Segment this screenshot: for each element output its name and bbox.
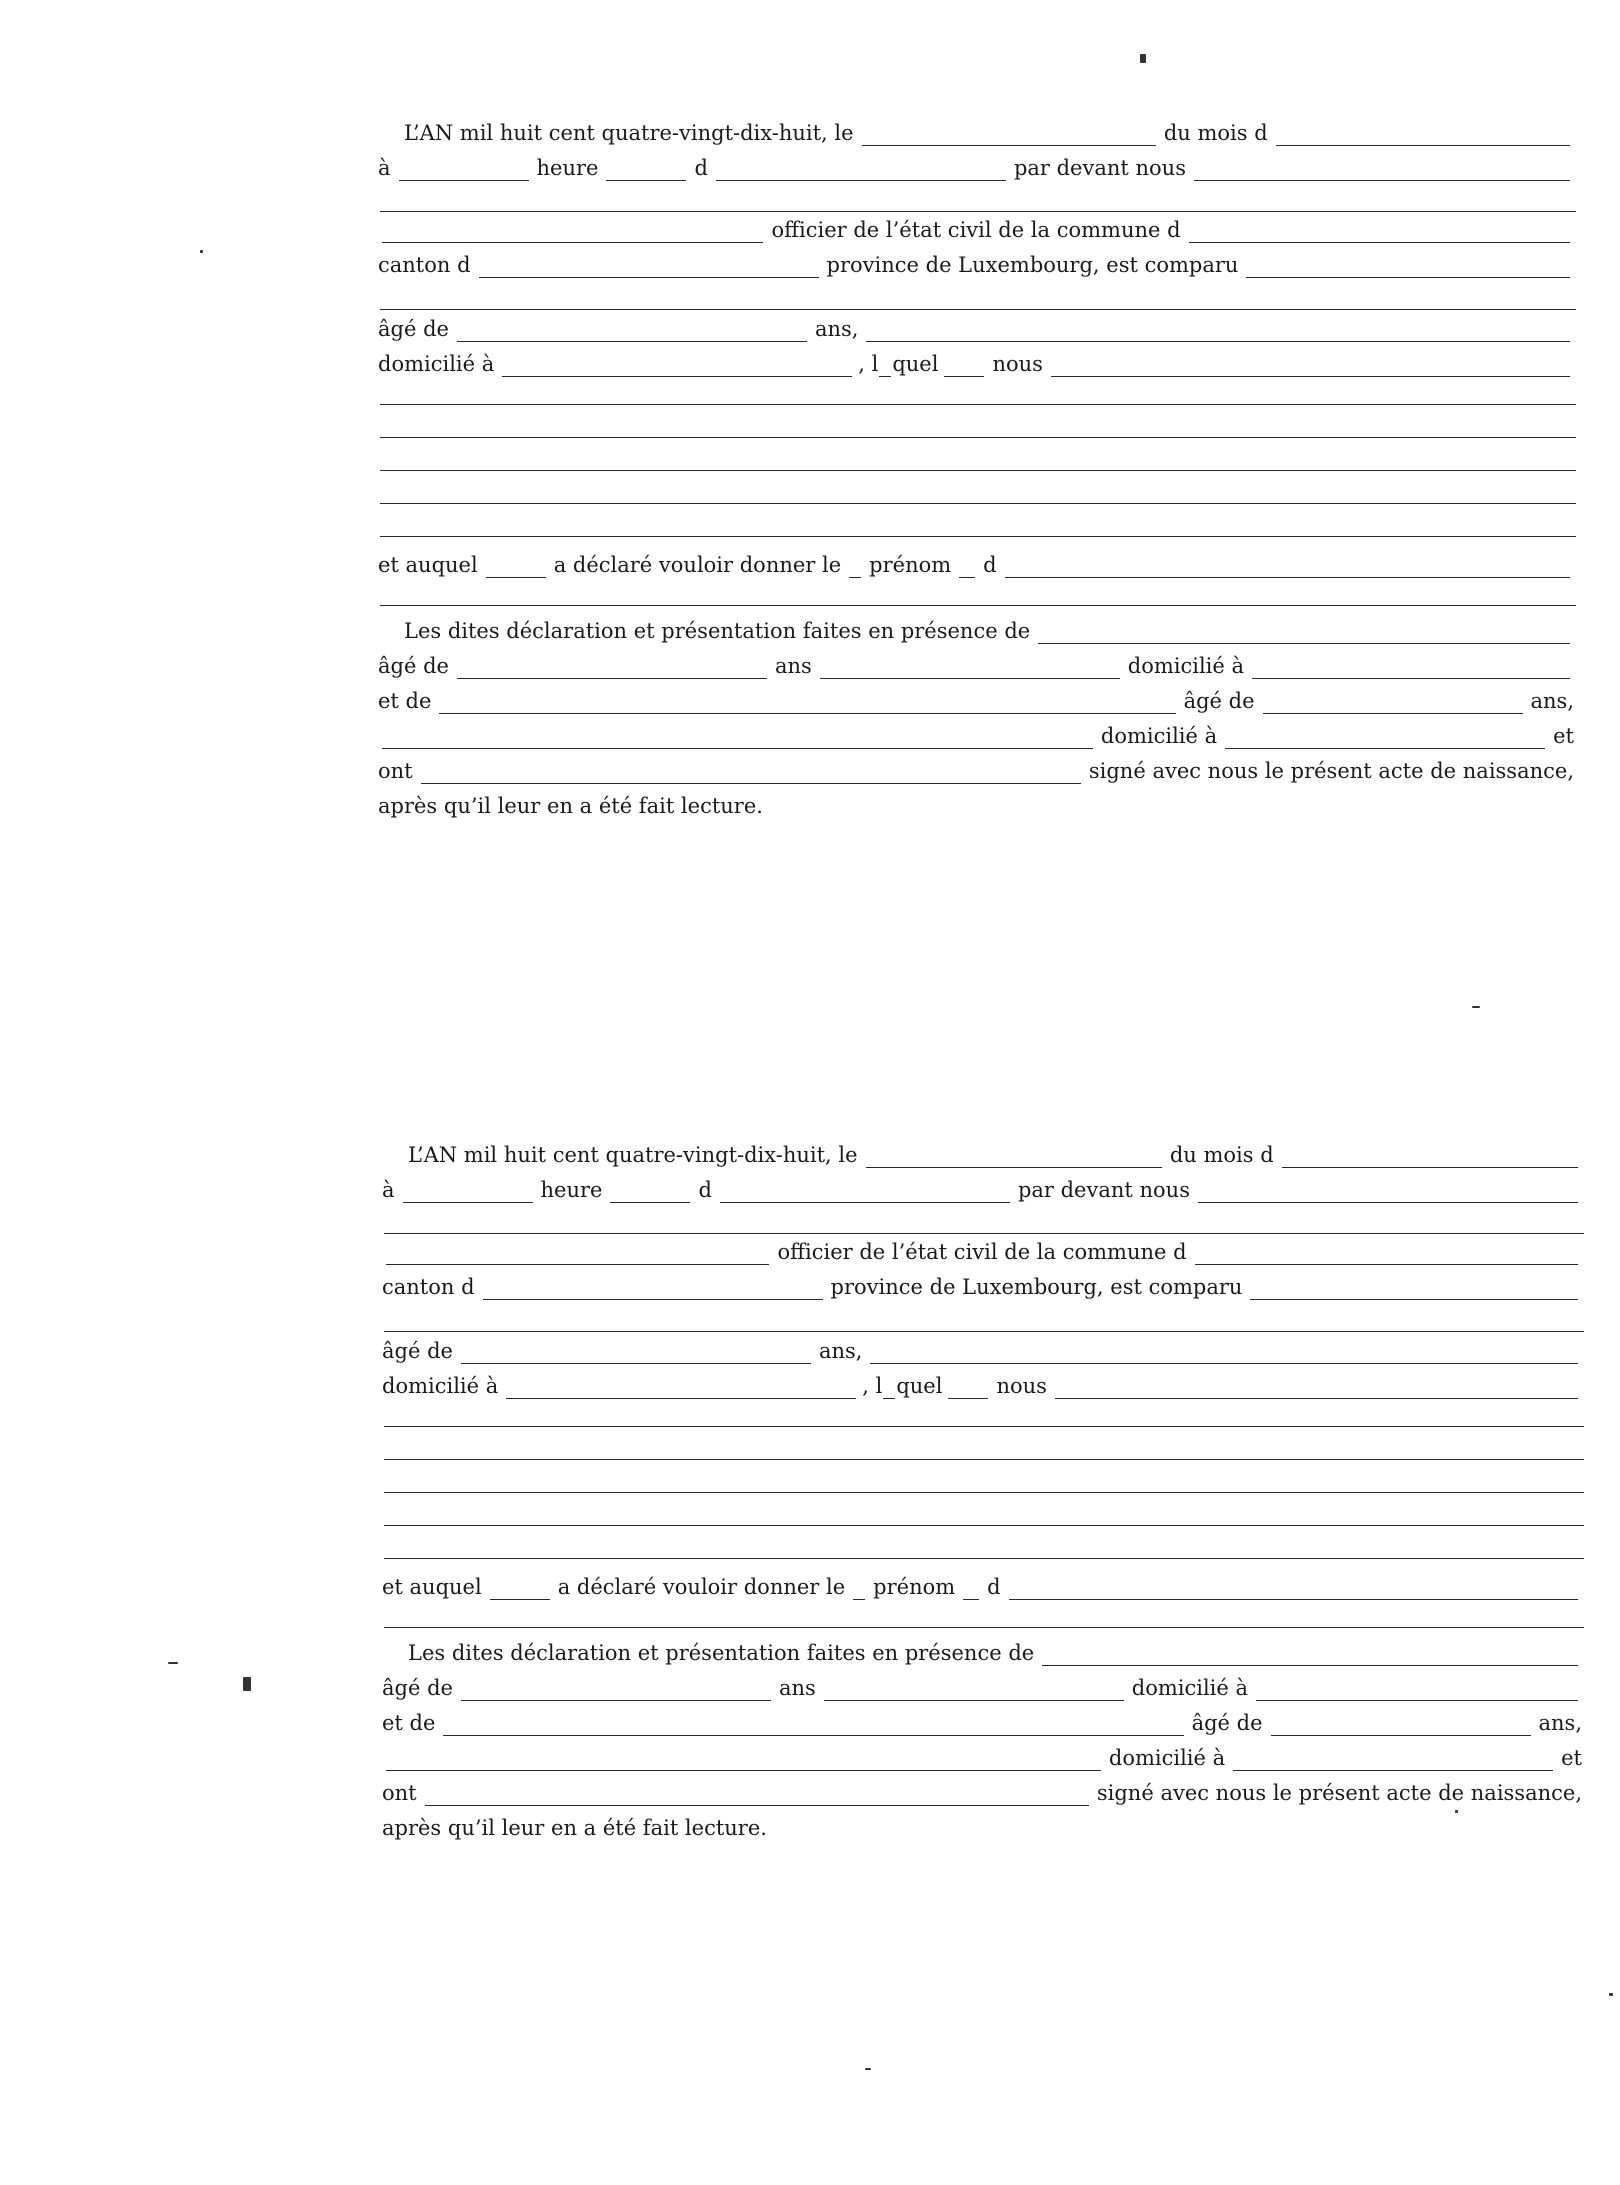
witness2-intro-label: et de [378, 689, 432, 713]
witness1-residence-label: domicilié à [1131, 1676, 1249, 1700]
officer-name-continuation-field[interactable] [380, 211, 1576, 212]
month-label: du mois d [1169, 1143, 1274, 1167]
appearing-person-field[interactable] [1250, 1299, 1578, 1300]
lequel-suffix: quel [896, 1374, 943, 1398]
witness-intro-text: Les dites déclaration et présentation faites en présence de [404, 619, 1031, 643]
declaration-line-2[interactable] [384, 1459, 1584, 1460]
firstname-field[interactable] [1009, 1599, 1578, 1600]
time-of-day-field[interactable] [606, 180, 686, 181]
canton-label: canton d [378, 253, 471, 277]
and-label: et [1553, 724, 1574, 748]
month-label: du mois d [1163, 121, 1268, 145]
residence-field[interactable] [502, 376, 852, 377]
line-hour [380, 1179, 1584, 1203]
line-witness2-residence [376, 725, 1576, 749]
at-label: à [378, 156, 391, 180]
line-residence [380, 1375, 1584, 1399]
have-label: ont [378, 759, 413, 783]
witness1-years-label: ans [774, 654, 812, 678]
officer-title-field[interactable] [386, 1264, 769, 1265]
officer-label: officier de l’état civil de la commune d [771, 218, 1181, 242]
line-age [376, 318, 1576, 342]
firstname-plural-field[interactable] [963, 1599, 979, 1600]
witness2-years-label: ans, [1538, 1711, 1582, 1735]
firstname-label: prénom [873, 1575, 956, 1599]
declaration-line-4[interactable] [380, 503, 1576, 504]
closing-text: après qu’il leur en a été fait lecture. [382, 1816, 767, 1840]
declaration-line-4[interactable] [384, 1525, 1584, 1526]
appearing-person-field[interactable] [1246, 277, 1570, 278]
witness2-age-field[interactable] [1263, 713, 1523, 714]
and-to-whom-label: et auquel [378, 553, 478, 577]
officer-label: officier de l’état civil de la commune d [777, 1240, 1187, 1264]
period-field[interactable] [716, 180, 1006, 181]
firstname-plural-field[interactable] [959, 577, 975, 578]
witness2-age-field[interactable] [1271, 1735, 1531, 1736]
day-field[interactable] [866, 1167, 1162, 1168]
witness2-profession-field[interactable] [386, 1770, 1101, 1771]
witness2-residence-field[interactable] [1233, 1770, 1553, 1771]
scan-mark [1609, 1993, 1613, 1996]
plural-field[interactable] [849, 577, 861, 578]
before-us-label: par devant nous [1017, 1178, 1190, 1202]
line-signatures [376, 760, 1576, 784]
firstname-field[interactable] [1005, 577, 1570, 578]
declaration-field[interactable] [1051, 376, 1570, 377]
firstname-continuation-field[interactable] [384, 1627, 1584, 1628]
witness1-age-label: âgé de [378, 654, 449, 678]
canton-label: canton d [382, 1275, 475, 1299]
of-label-2: d [987, 1575, 1001, 1599]
witness1-residence-field[interactable] [1256, 1700, 1578, 1701]
witness2-name-field[interactable] [439, 713, 1175, 714]
witness2-profession-field[interactable] [382, 748, 1093, 749]
at-label: à [382, 1178, 395, 1202]
line-witness1 [380, 1642, 1584, 1666]
line-witness1-age [376, 655, 1576, 679]
province-label: province de Luxembourg, est comparu [826, 253, 1239, 277]
plural-field[interactable] [853, 1599, 865, 1600]
line-signatures [380, 1782, 1584, 1806]
firstname-label: prénom [869, 553, 952, 577]
line-residence [376, 353, 1576, 377]
hour-field[interactable] [399, 180, 529, 181]
scan-mark [200, 250, 203, 253]
line-closing [376, 795, 1576, 819]
lequel-prefix: , l [858, 352, 879, 376]
signature-status-field[interactable] [421, 783, 1081, 784]
and-to-whom-label: et auquel [382, 1575, 482, 1599]
witness2-name-field[interactable] [443, 1735, 1183, 1736]
line-firstname [376, 554, 1576, 578]
birth-record-form-1 [0, 0, 1620, 818]
witness1-name-field[interactable] [1042, 1665, 1578, 1666]
nous-label: nous [996, 1374, 1047, 1398]
line-canton [376, 254, 1576, 278]
of-label-2: d [983, 553, 997, 577]
signed-label: signé avec nous le présent acte de naissance, [1088, 759, 1574, 783]
gender-letter-field[interactable] [879, 376, 891, 377]
have-label: ont [382, 1781, 417, 1805]
province-label: province de Luxembourg, est comparu [830, 1275, 1243, 1299]
residence-label: domicilié à [382, 1374, 499, 1398]
officer-title-field[interactable] [382, 242, 763, 243]
gender-suffix-field[interactable] [486, 577, 546, 578]
line-witness1-age [380, 1677, 1584, 1701]
witness2-years-label: ans, [1530, 689, 1574, 713]
age-field[interactable] [461, 1363, 811, 1364]
declaration-line-5[interactable] [380, 536, 1576, 537]
line-canton [380, 1276, 1584, 1300]
profession-field[interactable] [870, 1363, 1578, 1364]
gender-letter-field[interactable] [883, 1398, 895, 1399]
age-label: âgé de [382, 1339, 453, 1363]
hour-field[interactable] [403, 1202, 533, 1203]
month-field[interactable] [1282, 1167, 1578, 1168]
scan-mark [1140, 54, 1146, 63]
residence-label: domicilié à [378, 352, 495, 376]
hour-label: heure [540, 1178, 603, 1202]
line-firstname [380, 1576, 1584, 1600]
lequel-prefix: , l [862, 1374, 883, 1398]
gender-suffix-field[interactable] [490, 1599, 550, 1600]
closing-text: après qu’il leur en a été fait lecture. [378, 794, 763, 818]
line-closing [380, 1817, 1584, 1841]
line-hour [376, 157, 1576, 181]
appearing-person-continuation-field[interactable] [380, 309, 1576, 310]
line-commune [380, 1241, 1584, 1265]
witness1-profession-field[interactable] [820, 678, 1120, 679]
line-date [380, 1144, 1584, 1168]
age-field[interactable] [457, 341, 807, 342]
line-witness2 [376, 690, 1576, 714]
officer-name-field[interactable] [1198, 1202, 1578, 1203]
gender-ending-field[interactable] [944, 376, 984, 377]
commune-field[interactable] [1195, 1264, 1578, 1265]
period-field[interactable] [720, 1202, 1010, 1203]
witness1-years-label: ans [778, 1676, 816, 1700]
declared-label: a déclaré vouloir donner le [557, 1575, 846, 1599]
years-label: ans, [818, 1339, 863, 1363]
canton-field[interactable] [479, 277, 819, 278]
and-label: et [1561, 1746, 1582, 1770]
witness2-residence-field[interactable] [1225, 748, 1545, 749]
declaration-line-5[interactable] [384, 1558, 1584, 1559]
witness1-residence-field[interactable] [1252, 678, 1570, 679]
officer-name-continuation-field[interactable] [384, 1233, 1584, 1234]
declaration-line-2[interactable] [380, 437, 1576, 438]
witness2-residence-label: domicilié à [1100, 724, 1218, 748]
line-witness1 [376, 620, 1576, 644]
declared-label: a déclaré vouloir donner le [553, 553, 842, 577]
residence-field[interactable] [506, 1398, 856, 1399]
officer-name-field[interactable] [1194, 180, 1570, 181]
declaration-line-1[interactable] [384, 1426, 1584, 1427]
declaration-line-1[interactable] [380, 404, 1576, 405]
witness1-age-field[interactable] [461, 1700, 771, 1701]
time-of-day-field[interactable] [610, 1202, 690, 1203]
witness1-residence-label: domicilié à [1127, 654, 1245, 678]
years-label: ans, [814, 317, 859, 341]
profession-field[interactable] [866, 341, 1570, 342]
scan-mark [1455, 1810, 1458, 1813]
witness2-age-label: âgé de [1191, 1711, 1263, 1735]
intro-text: L’AN mil huit cent quatre-vingt-dix-huit, le [404, 121, 854, 145]
firstname-continuation-field[interactable] [380, 605, 1576, 606]
before-us-label: par devant nous [1013, 156, 1186, 180]
month-field[interactable] [1276, 145, 1570, 146]
witness-intro-text: Les dites déclaration et présentation faites en présence de [408, 1641, 1035, 1665]
witness1-profession-field[interactable] [824, 1700, 1124, 1701]
signed-label: signé avec nous le présent acte de naissance, [1096, 1781, 1582, 1805]
of-label: d [694, 156, 708, 180]
of-label: d [698, 1178, 712, 1202]
witness1-name-field[interactable] [1038, 643, 1570, 644]
witness2-residence-label: domicilié à [1108, 1746, 1226, 1770]
scan-mark [1472, 1006, 1480, 1008]
witness1-age-label: âgé de [382, 1676, 453, 1700]
canton-field[interactable] [483, 1299, 823, 1300]
hour-label: heure [536, 156, 599, 180]
scan-mark [168, 1662, 178, 1664]
line-witness2-residence [380, 1747, 1584, 1771]
line-witness2 [380, 1712, 1584, 1736]
signature-status-field[interactable] [425, 1805, 1089, 1806]
appearing-person-continuation-field[interactable] [384, 1331, 1584, 1332]
line-date [376, 122, 1576, 146]
line-age [380, 1340, 1584, 1364]
witness1-age-field[interactable] [457, 678, 767, 679]
declaration-line-3[interactable] [384, 1492, 1584, 1493]
gender-ending-field[interactable] [948, 1398, 988, 1399]
declaration-line-3[interactable] [380, 470, 1576, 471]
scan-mark [865, 2068, 871, 2070]
declaration-field[interactable] [1055, 1398, 1578, 1399]
line-commune [376, 219, 1576, 243]
age-label: âgé de [378, 317, 449, 341]
witness2-age-label: âgé de [1183, 689, 1255, 713]
scan-mark [243, 1677, 251, 1691]
nous-label: nous [992, 352, 1043, 376]
commune-field[interactable] [1189, 242, 1570, 243]
day-field[interactable] [862, 145, 1156, 146]
lequel-suffix: quel [892, 352, 939, 376]
witness2-intro-label: et de [382, 1711, 436, 1735]
intro-text: L’AN mil huit cent quatre-vingt-dix-huit, le [408, 1143, 858, 1167]
